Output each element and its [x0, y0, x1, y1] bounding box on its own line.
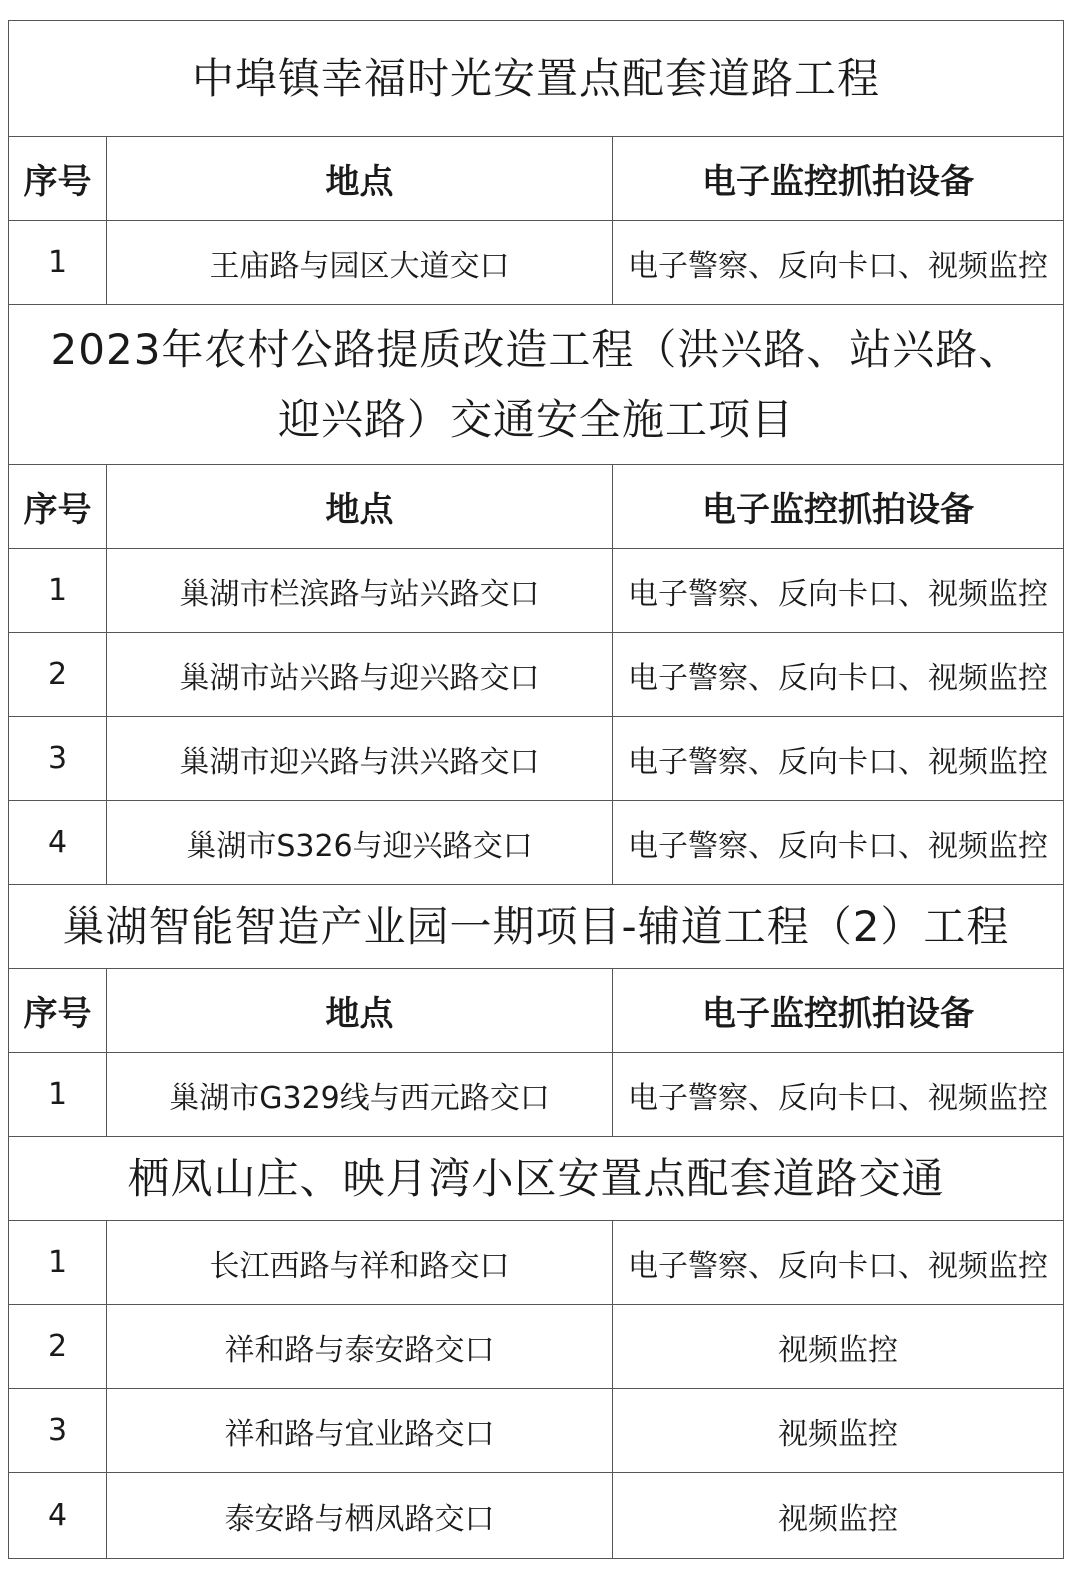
row-place: 巢湖市S326与迎兴路交口	[107, 801, 613, 884]
row-no: 1	[9, 549, 107, 632]
header-no: 序号	[9, 137, 107, 220]
row-no: 4	[9, 801, 107, 884]
row-place: 王庙路与园区大道交口	[107, 221, 613, 304]
header-equipment: 电子监控抓拍设备	[702, 490, 974, 530]
header-no: 序号	[9, 465, 107, 548]
row-place: 祥和路与宜业路交口	[107, 1389, 613, 1472]
row-no: 2	[9, 1305, 107, 1388]
header-place: 地点	[107, 969, 613, 1052]
section-title-text: 巢湖智能智造产业园一期项目-辅道工程（2）工程	[62, 901, 1010, 951]
table-header-row	[9, 969, 1063, 1053]
table-row	[9, 633, 1063, 717]
row-equipment: 电子警察、反向卡口、视频监控	[628, 744, 1048, 780]
row-no: 1	[9, 221, 107, 304]
header-place: 地点	[107, 137, 613, 220]
row-place: 长江西路与祥和路交口	[107, 1221, 613, 1304]
row-place: 巢湖市G329线与西元路交口	[107, 1053, 613, 1136]
row-no: 2	[9, 633, 107, 716]
table-row	[9, 801, 1063, 885]
row-place: 祥和路与泰安路交口	[107, 1305, 613, 1388]
section-title-text: 栖凤山庄、映月湾小区安置点配套道路交通	[127, 1153, 945, 1203]
table-row	[9, 1473, 1063, 1558]
table-row	[9, 1221, 1063, 1305]
row-place: 巢湖市迎兴路与洪兴路交口	[107, 717, 613, 800]
section-title-text: 中埠镇幸福时光安置点配套道路工程	[191, 53, 880, 103]
section-title-line-2: 迎兴路）交通安全施工项目	[277, 394, 794, 444]
row-place: 巢湖市站兴路与迎兴路交口	[107, 633, 613, 716]
row-place: 泰安路与栖凤路交口	[107, 1473, 613, 1558]
header-place: 地点	[107, 465, 613, 548]
table-row	[9, 1389, 1063, 1473]
table-header-row	[9, 465, 1063, 549]
row-equipment: 视频监控	[778, 1416, 898, 1452]
row-equipment: 电子警察、反向卡口、视频监控	[628, 248, 1048, 284]
row-equipment: 电子警察、反向卡口、视频监控	[628, 660, 1048, 696]
row-no: 3	[9, 717, 107, 800]
table-row	[9, 549, 1063, 633]
header-no: 序号	[9, 969, 107, 1052]
monitoring-table	[8, 20, 1064, 1559]
row-no: 1	[9, 1053, 107, 1136]
header-equipment: 电子监控抓拍设备	[702, 162, 974, 202]
row-equipment: 电子警察、反向卡口、视频监控	[628, 1080, 1048, 1116]
row-equipment: 视频监控	[778, 1501, 898, 1537]
header-equipment: 电子监控抓拍设备	[702, 994, 974, 1034]
table-row	[9, 1305, 1063, 1389]
section-title	[9, 885, 1063, 969]
section-title-line-1: 2023年农村公路提质改造工程（洪兴路、站兴路、	[50, 324, 1022, 374]
row-equipment: 电子警察、反向卡口、视频监控	[628, 828, 1048, 864]
table-row	[9, 1053, 1063, 1137]
table-row	[9, 221, 1063, 305]
section-title	[9, 305, 1063, 465]
row-place: 巢湖市栏滨路与站兴路交口	[107, 549, 613, 632]
row-equipment: 电子警察、反向卡口、视频监控	[628, 576, 1048, 612]
row-no: 3	[9, 1389, 107, 1472]
table-header-row	[9, 137, 1063, 221]
row-no: 1	[9, 1221, 107, 1304]
section-title	[9, 1137, 1063, 1221]
section-title	[9, 21, 1063, 137]
row-equipment: 视频监控	[778, 1332, 898, 1368]
table-row	[9, 717, 1063, 801]
row-equipment: 电子警察、反向卡口、视频监控	[628, 1248, 1048, 1284]
row-no: 4	[9, 1473, 107, 1558]
